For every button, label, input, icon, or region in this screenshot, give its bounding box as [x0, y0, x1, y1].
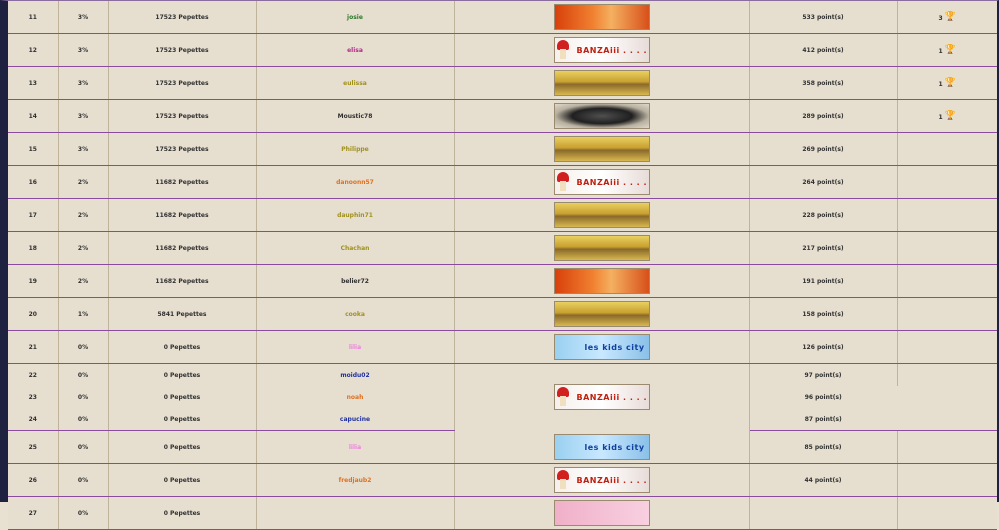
banner-cell — [454, 166, 749, 199]
percent: 3% — [58, 100, 108, 133]
points: 264 point(s) — [749, 166, 897, 199]
table-row — [8, 232, 997, 265]
points: 533 point(s) — [749, 1, 897, 34]
pepettes: 0 Pepettes — [108, 331, 256, 364]
rank: 16 — [8, 166, 58, 199]
rank: 23 — [8, 386, 58, 408]
dark-banner-image — [554, 103, 650, 129]
trophy-cell — [897, 232, 997, 265]
trophy-count: 1 — [938, 48, 943, 55]
trophy-cell — [897, 100, 997, 133]
points: 289 point(s) — [749, 100, 897, 133]
trophy-cell — [897, 497, 997, 530]
pepettes: 17523 Pepettes — [108, 1, 256, 34]
percent: 3% — [58, 67, 108, 100]
percent: 3% — [58, 133, 108, 166]
mushroom-icon — [557, 40, 569, 50]
table-row — [8, 331, 997, 364]
table-row — [8, 133, 997, 166]
banzai-banner-image — [554, 384, 650, 410]
player-name[interactable]: noah — [256, 386, 454, 408]
player-name[interactable]: belier72 — [256, 265, 454, 298]
table-row — [8, 67, 997, 100]
table-row — [8, 464, 997, 497]
points: 85 point(s) — [749, 431, 897, 464]
pepettes: 17523 Pepettes — [108, 100, 256, 133]
banner-cell — [454, 100, 749, 133]
pepettes: 0 Pepettes — [108, 364, 256, 387]
trophy-cell — [897, 265, 997, 298]
rank: 27 — [8, 497, 58, 530]
banner-cell — [454, 497, 749, 530]
trophy-cell — [897, 133, 997, 166]
trophy-icon: 🏆 — [944, 45, 956, 55]
player-name[interactable]: eulissa — [256, 67, 454, 100]
desert-banner-image — [554, 70, 650, 96]
banner-text: BANZAiii . . . . — [576, 46, 647, 55]
player-name[interactable]: cooka — [256, 298, 454, 331]
trophy-cell — [897, 166, 997, 199]
desert-banner-image — [554, 301, 650, 327]
pepettes: 17523 Pepettes — [108, 34, 256, 67]
table-row — [8, 1, 997, 34]
rank: 18 — [8, 232, 58, 265]
banner-cell — [454, 464, 749, 497]
banner-cell — [454, 67, 749, 100]
pepettes: 17523 Pepettes — [108, 67, 256, 100]
banzai-banner-image — [554, 467, 650, 493]
anime-banner-image — [554, 268, 650, 294]
banner-text: BANZAiii . . . . — [576, 476, 647, 485]
pepettes: 0 Pepettes — [108, 431, 256, 464]
trophy-count: 3 — [938, 15, 943, 22]
percent: 3% — [58, 1, 108, 34]
table-row — [8, 166, 997, 199]
rank: 19 — [8, 265, 58, 298]
banner-cell — [454, 34, 749, 67]
table-row — [8, 364, 997, 387]
rank: 22 — [8, 364, 58, 387]
banner-cell — [454, 199, 749, 232]
banner-cell — [454, 265, 749, 298]
points — [749, 497, 897, 530]
pepettes: 11682 Pepettes — [108, 232, 256, 265]
points: 87 point(s) — [749, 408, 897, 431]
desert-banner-image — [554, 235, 650, 261]
points: 96 point(s) — [804, 393, 842, 401]
table-row — [8, 100, 997, 133]
percent: 2% — [58, 265, 108, 298]
desert-banner-image — [554, 202, 650, 228]
desert-banner-image — [554, 136, 650, 162]
rank: 24 — [8, 408, 58, 431]
points: 126 point(s) — [749, 331, 897, 364]
anime-banner-image — [554, 4, 650, 30]
player-name[interactable]: dauphin71 — [256, 199, 454, 232]
percent: 2% — [58, 232, 108, 265]
trophy-cell — [897, 431, 997, 464]
percent: 0% — [58, 464, 108, 497]
points: 412 point(s) — [749, 34, 897, 67]
rank: 25 — [8, 431, 58, 464]
player-name[interactable]: capucine — [256, 408, 454, 431]
mushroom-icon — [557, 387, 569, 397]
mushroom-icon — [557, 172, 569, 182]
points: 358 point(s) — [749, 67, 897, 100]
banner-cell — [454, 298, 749, 331]
kids-banner-image — [554, 334, 650, 360]
player-name[interactable]: fredjaub2 — [256, 464, 454, 497]
rank: 20 — [8, 298, 58, 331]
table-row — [8, 199, 997, 232]
banner-cell — [454, 133, 749, 166]
points: 44 point(s) — [749, 464, 897, 497]
rank: 15 — [8, 133, 58, 166]
trophy-cell — [897, 67, 997, 100]
trophy-cell — [897, 1, 997, 34]
percent: 0% — [58, 408, 108, 431]
banner-text: les kids city — [584, 442, 645, 452]
banner-cell — [454, 431, 749, 464]
pepettes: 0 Pepettes — [108, 464, 256, 497]
banner-cell — [454, 232, 749, 265]
player-name[interactable]: Moustic78 — [256, 100, 454, 133]
mushroom-icon — [557, 470, 569, 480]
trophy-cell — [897, 34, 997, 67]
kids-banner-image — [554, 434, 650, 460]
rank: 17 — [8, 199, 58, 232]
percent: 0% — [58, 497, 108, 530]
pepettes: 0 Pepettes — [108, 408, 256, 431]
percent: 0% — [58, 386, 108, 408]
player-name[interactable]: Chachan — [256, 232, 454, 265]
table-row — [8, 265, 997, 298]
rank: 12 — [8, 34, 58, 67]
table-row — [8, 298, 997, 331]
trophy-cell — [897, 464, 997, 497]
percent: 0% — [58, 331, 108, 364]
player-name[interactable]: elisa — [256, 34, 454, 67]
pepettes: 0 Pepettes — [108, 386, 256, 408]
banzai-banner-image — [554, 169, 650, 195]
pepettes: 11682 Pepettes — [108, 265, 256, 298]
player-name[interactable]: lilia — [256, 431, 454, 464]
table-row — [8, 34, 997, 67]
table-row — [8, 497, 997, 530]
percent: 1% — [58, 298, 108, 331]
points: 228 point(s) — [749, 199, 897, 232]
points: 191 point(s) — [749, 265, 897, 298]
percent: 2% — [58, 166, 108, 199]
ranking-table — [8, 1, 997, 530]
pepettes: 11682 Pepettes — [108, 199, 256, 232]
pepettes: 0 Pepettes — [108, 497, 256, 530]
trophy-count: 1 — [938, 114, 943, 121]
rank: 13 — [8, 67, 58, 100]
pepettes: 5841 Pepettes — [108, 298, 256, 331]
trophy-icon: 🏆 — [944, 12, 956, 22]
trophy-icon: 🏆 — [944, 78, 956, 88]
banner-text: BANZAiii . . . . — [576, 393, 647, 403]
table-row — [8, 431, 997, 464]
points: 217 point(s) — [749, 232, 897, 265]
points: 269 point(s) — [749, 133, 897, 166]
points: 97 point(s) — [749, 364, 897, 387]
player-name[interactable]: josie — [256, 1, 454, 34]
banner-cell — [454, 364, 749, 431]
rank: 14 — [8, 100, 58, 133]
rank: 21 — [8, 331, 58, 364]
banner-cell — [454, 331, 749, 364]
player-name[interactable]: danoonn57 — [256, 166, 454, 199]
trophy-cell — [897, 364, 997, 431]
trophy-count: 1 — [938, 81, 943, 88]
rank: 11 — [8, 1, 58, 34]
percent: 3% — [58, 34, 108, 67]
trophy-cell — [897, 331, 997, 364]
percent: 0% — [58, 364, 108, 387]
pink-banner-image — [554, 500, 650, 526]
trophy-cell — [897, 199, 997, 232]
points: 158 point(s) — [749, 298, 897, 331]
banner-text: BANZAiii . . . . — [576, 178, 647, 187]
trophy-cell — [897, 298, 997, 331]
percent: 2% — [58, 199, 108, 232]
banzai-banner-image — [554, 37, 650, 63]
pepettes: 11682 Pepettes — [108, 166, 256, 199]
rank: 26 — [8, 464, 58, 497]
banner-cell — [454, 1, 749, 34]
banner-text: les kids city — [584, 343, 645, 352]
player-name[interactable]: moidu02 — [256, 364, 454, 387]
pepettes: 17523 Pepettes — [108, 133, 256, 166]
player-name[interactable]: lilia — [256, 331, 454, 364]
player-name[interactable]: Philippe — [256, 133, 454, 166]
player-name[interactable] — [256, 497, 454, 530]
trophy-icon: 🏆 — [944, 111, 956, 121]
percent: 0% — [58, 431, 108, 464]
